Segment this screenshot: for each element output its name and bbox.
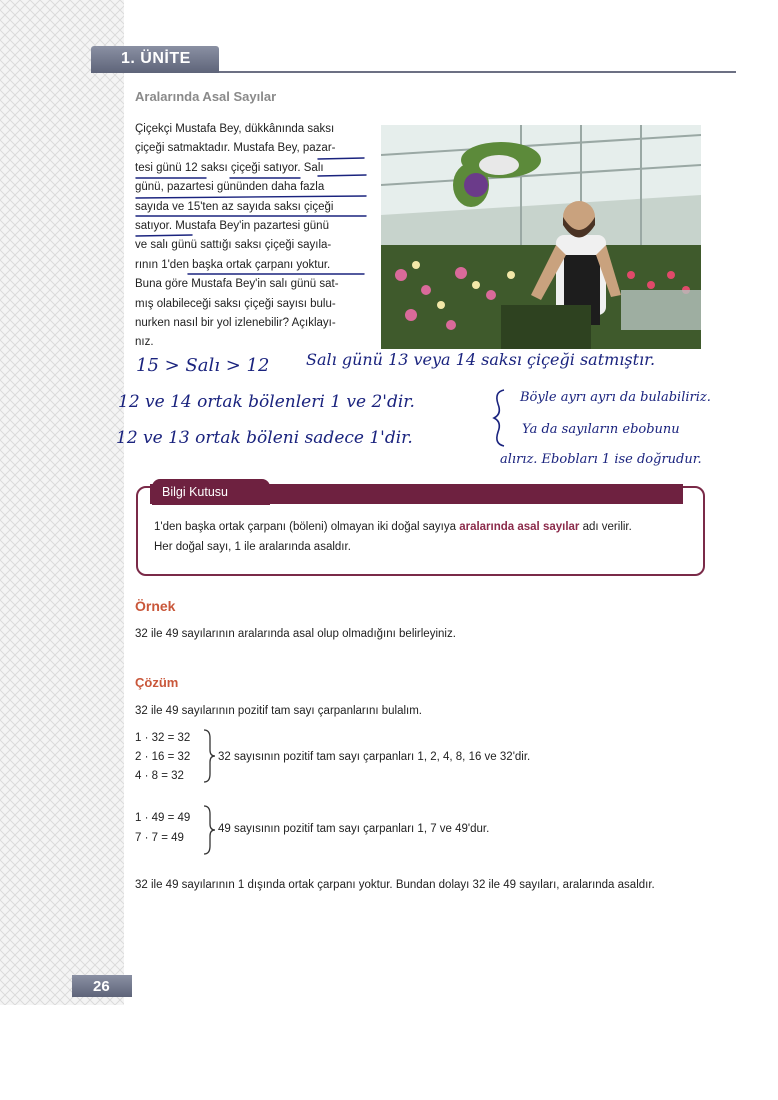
handwritten-side-note-2: Ya da sayıların ebobunu	[522, 422, 680, 437]
problem-line: satıyor. Mustafa Bey'in pazartesi günü	[135, 220, 329, 233]
handwritten-line-12-13: 12 ve 13 ortak böleni sadece 1'dir.	[116, 428, 413, 448]
group2-text: 49 sayısının pozitif tam sayı çarpanları 1, 7 ve 49'dur.	[218, 823, 490, 835]
handwritten-side-note-3: alırız. Ebobları 1 ise doğrudur.	[500, 452, 702, 467]
brace-group2	[202, 804, 216, 856]
example-question: 32 ile 49 sayılarının aralarında asal olup olmadığını belirleyiniz.	[135, 628, 456, 640]
info-text-after: adı verilir.	[579, 521, 632, 533]
conclusion: 32 ile 49 sayılarının 1 dışında ortak çarpanı yoktur. Bundan dolayı 32 ile 49 sayıları, aralarında asaldır.	[135, 879, 655, 891]
problem-line: sayıda ve 15'ten az sayıda saksı çiçeği	[135, 200, 334, 213]
solution-intro: 32 ile 49 sayılarının pozitif tam sayı çarpanlarını bulalım.	[135, 705, 423, 717]
factor-row: 4 · 8 = 32	[135, 770, 184, 782]
problem-line: rının 1'den başka ortak çarpanı yoktur.	[135, 258, 331, 271]
handwritten-brace	[490, 388, 512, 448]
info-box-title: Bilgi Kutusu	[162, 485, 229, 499]
handwritten-answer: Salı günü 13 veya 14 saksı çiçeği satmıştır.	[306, 350, 656, 369]
solution-heading: Çözüm	[135, 675, 179, 690]
page-number: 26	[93, 978, 110, 995]
unit-label: 1. ÜNİTE	[121, 50, 191, 67]
factor-row: 7 · 7 = 49	[135, 832, 184, 844]
problem-line: nız.	[135, 336, 154, 349]
factor-row: 1 · 32 = 32	[135, 732, 191, 744]
handwritten-side-note-1: Böyle ayrı ayrı da bulabiliriz.	[520, 390, 711, 405]
problem-line: ve salı günü sattığı saksı çiçeği sayıla-	[135, 239, 332, 252]
example-heading: Örnek	[135, 598, 176, 614]
info-text-line2: Her doğal sayı, 1 ile aralarında asaldır.	[154, 541, 351, 553]
factor-row: 2 · 16 = 32	[135, 751, 191, 763]
florist-illustration	[381, 125, 701, 349]
handwritten-inequality: 15 > Salı > 12	[136, 355, 270, 376]
problem-line: nurken nasıl bir yol izlenebilir? Açıklayı-	[135, 317, 336, 330]
page-number-tab	[72, 975, 132, 997]
handwritten-line-12-14: 12 ve 14 ortak bölenleri 1 ve 2'dir.	[118, 392, 415, 412]
group1-text: 32 sayısının pozitif tam sayı çarpanları 1, 2, 4, 8, 16 ve 32'dir.	[218, 751, 531, 763]
problem-line: çiçeği satmaktadır. Mustafa Bey, pazar-	[135, 142, 336, 155]
info-text-highlight: aralarında asal sayılar	[459, 521, 580, 533]
info-box-text	[154, 517, 694, 557]
section-title: Aralarında Asal Sayılar	[135, 89, 277, 104]
problem-line: günü, pazartesi gününden daha fazla	[135, 181, 325, 194]
problem-line: tesi günü 12 saksı çiçeği satıyor. Salı	[135, 161, 324, 174]
greenhouse-photo	[381, 125, 701, 349]
problem-line: mış olabileceği saksı çiçeği sayısı bulu-	[135, 297, 336, 310]
problem-line: Buna göre Mustafa Bey'in salı günü sat-	[135, 278, 339, 291]
problem-line: Çiçekçi Mustafa Bey, dükkânında saksı	[135, 123, 335, 135]
factor-row: 1 · 49 = 49	[135, 812, 191, 824]
info-text-before: 1'den başka ortak çarpanı (böleni) olmayan iki doğal sayıya	[154, 521, 460, 533]
brace-group1	[202, 728, 216, 784]
